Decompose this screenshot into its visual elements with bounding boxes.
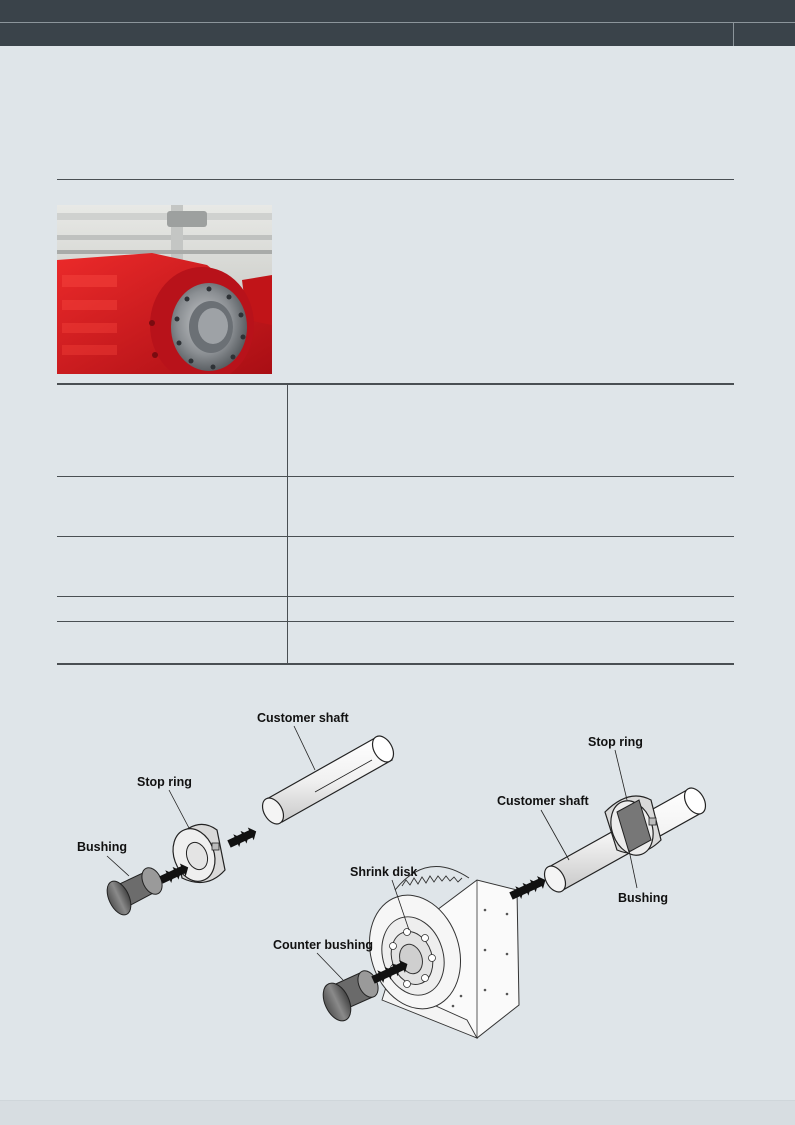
label-bushing-left: Bushing <box>77 840 127 854</box>
customer-shaft-left <box>258 732 398 827</box>
footer-strip <box>0 1100 795 1125</box>
assembly-diagram <box>57 700 734 1040</box>
label-shrink-disk: Shrink disk <box>350 865 418 879</box>
table-row-divider <box>57 536 734 537</box>
label-counter-bushing: Counter bushing <box>273 938 373 952</box>
table-bottom-rule <box>57 663 734 665</box>
header-bar-top <box>0 0 795 22</box>
section-rule <box>57 179 734 180</box>
gear-unit <box>355 866 519 1038</box>
label-customer-shaft-left: Customer shaft <box>257 711 349 725</box>
label-customer-shaft-right: Customer shaft <box>497 794 589 808</box>
table-row-divider <box>57 621 734 622</box>
label-stop-ring-left: Stop ring <box>137 775 192 789</box>
header-bar-bottom <box>0 23 795 46</box>
table-row-divider <box>57 476 734 477</box>
header-divider <box>733 23 734 46</box>
label-bushing-right: Bushing <box>618 891 668 905</box>
bushing-left <box>102 865 166 919</box>
gear-unit-photo <box>57 205 272 374</box>
assembly-arrow <box>508 874 548 903</box>
table-row-divider <box>57 596 734 597</box>
table-top-rule <box>57 383 734 385</box>
label-stop-ring-right: Stop ring <box>588 735 643 749</box>
assembly-arrow <box>226 825 259 850</box>
table-column-divider <box>287 384 288 663</box>
